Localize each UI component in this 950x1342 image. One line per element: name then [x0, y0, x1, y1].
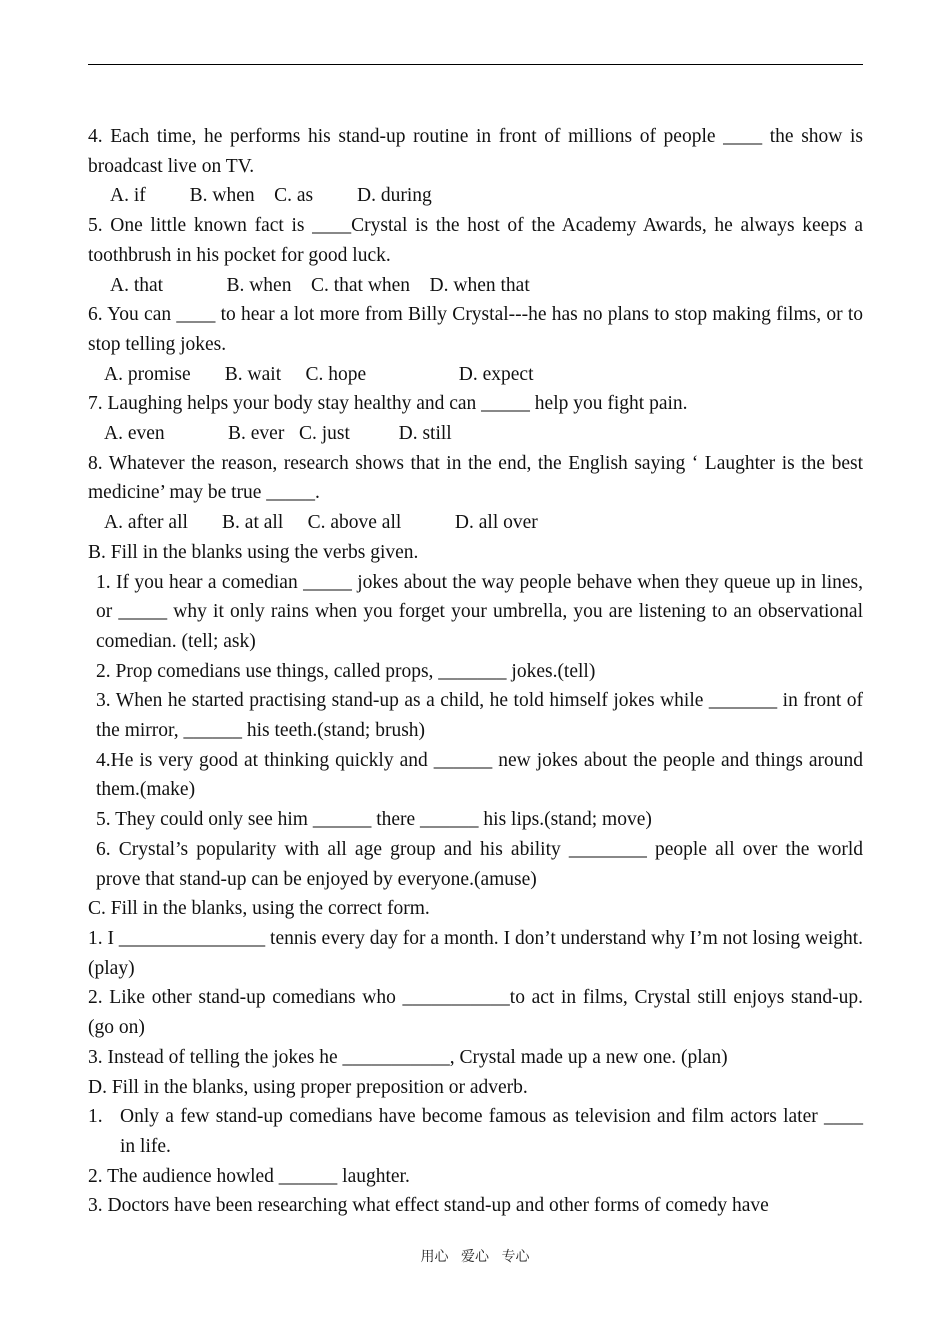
page-footer — [0, 1246, 950, 1266]
question-text: 4. Each time, he performs his stand-up routine in front of millions of people ____ the show is broadcast live on TV. — [88, 126, 863, 177]
answer-options: A. that B. when C. that when D. when that — [110, 274, 530, 296]
section-c-item-2: 2. Like other stand-up comedians who ___________to act in films, Crystal still enjoys stand-up. (go on) — [88, 987, 863, 1039]
section-d-item-3: 3. Doctors have been researching what effect stand-up and other forms of comedy have — [88, 1195, 769, 1217]
question-text: 7. Laughing helps your body stay healthy and can _____ help you fight pain. — [88, 393, 688, 415]
header-rule — [88, 64, 863, 65]
section-c-item-3: 3. Instead of telling the jokes he ___________, Crystal made up a new one. (plan) — [88, 1046, 728, 1068]
question-7 — [88, 389, 863, 448]
section-c-item-1: 1. I _______________ tennis every day for a month. I don’t understand why I’m not losing weight. (play) — [88, 927, 863, 979]
list-number: 1. — [88, 1106, 103, 1128]
footer-text-3: 专心 — [501, 1249, 530, 1265]
question-text: 6. You can ____ to hear a lot more from Billy Crystal---he has no plans to stop making films, or to stop telling jokes. — [88, 304, 863, 355]
section-b-item-2: 2. Prop comedians use things, called props, _______ jokes.(tell) — [96, 660, 596, 682]
section-c-heading: C. Fill in the blanks, using the correct form. — [88, 898, 430, 920]
section-d-item-1 — [88, 1102, 863, 1161]
question-4 — [88, 122, 863, 211]
question-8 — [88, 449, 863, 538]
answer-options: A. after all B. at all C. above all D. all over — [104, 512, 538, 534]
answer-options: A. promise B. wait C. hope D. expect — [104, 363, 534, 385]
answer-options: A. even B. ever C. just D. still — [104, 423, 452, 445]
question-5 — [88, 211, 863, 300]
answer-options: A. if B. when C. as D. during — [110, 185, 432, 207]
question-6 — [88, 300, 863, 389]
section-b-item-3: 3. When he started practising stand-up as a child, he told himself jokes while _______ in front of the mirror, ______ his teeth.(stand; brush) — [96, 690, 863, 742]
section-d-heading: D. Fill in the blanks, using proper preposition or adverb. — [88, 1076, 528, 1098]
section-b-heading: B. Fill in the blanks using the verbs given. — [88, 541, 419, 563]
question-text: 8. Whatever the reason, research shows that in the end, the English saying ‘ Laughter is the best medicine’ may be true _____. — [88, 452, 863, 504]
footer-text-2: 爱心 — [461, 1249, 489, 1265]
list-text: Only a few stand-up comedians have become famous as television and film actors later ____ in life. — [120, 1106, 863, 1157]
footer-text-1: 用心 — [420, 1249, 449, 1265]
section-b-item-1: 1. If you hear a comedian _____ jokes about the way people behave when they queue up in lines, or _____ why it only rains when you forget your umbrella, you are listening to an observational comedian. (tell; ask) — [96, 571, 863, 652]
question-text: 5. One little known fact is ____Crystal is the host of the Academy Awards, he always keeps a toothbrush in his pocket for good luck. — [88, 215, 863, 266]
section-b-item-4: 4.He is very good at thinking quickly and ______ new jokes about the people and things around them.(make) — [96, 749, 863, 801]
section-b-item-5: 5. They could only see him ______ there ______ his lips.(stand; move) — [96, 809, 652, 831]
section-b-item-6: 6. Crystal’s popularity with all age group and his ability ________ people all over the world prove that stand-up can be enjoyed by everyone.(amuse) — [96, 838, 863, 890]
section-d-item-2: 2. The audience howled ______ laughter. — [88, 1165, 410, 1187]
worksheet-body — [88, 122, 863, 1221]
